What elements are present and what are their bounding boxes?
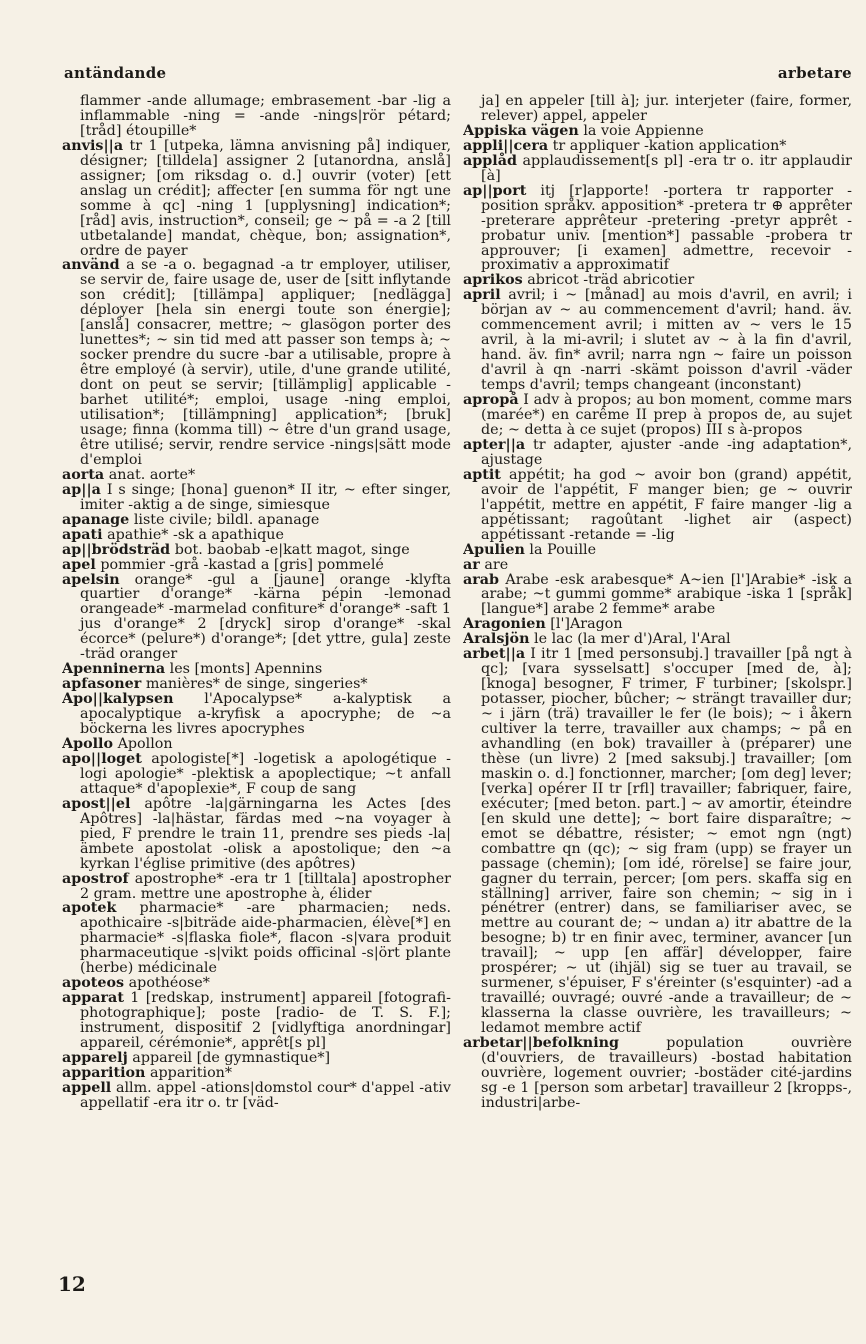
entry-definition: Apollon: [113, 735, 173, 752]
dictionary-entry: [463, 124, 852, 139]
dictionary-entry: [62, 976, 451, 991]
entry-definition: apologiste[*] -logetisk a apologétique -logi apologie* -plektisk a apoplectique; ~t anfall attaque* d'apoplexie*, F coup de sang: [80, 750, 451, 797]
entry-headword: Apollo: [62, 735, 114, 752]
entry-headword: Appiska vägen: [463, 122, 579, 139]
entry-definition: la Pouille: [524, 541, 597, 558]
entry-definition: apparition*: [145, 1064, 233, 1081]
entry-definition: flammer -ande allumage; embrasement -bar -lig a inflammable -ning = -ande -nings|rör pétard; [tråd] étoupille*: [80, 94, 451, 139]
entry-headword: arbet||a: [463, 646, 526, 663]
entry-headword: april: [463, 287, 501, 304]
entry-definition: l'Apocalypse* a-kalyptisk a apocalyptique a-kryfisk a apocryphe; de ~a böckerna les livres apocryphes: [80, 691, 451, 738]
dictionary-entry: [62, 677, 451, 692]
entry-definition: la voie Appienne: [578, 122, 704, 139]
entry-headword: Apulien: [463, 541, 525, 558]
entry-definition: I itr 1 [med personsubj.] travailler [på ngt à qc]; [vara sysselsatt] s'occuper [med de, à]; [knoga] besogner, F trimer, F turbiner; [skolspr.] potasser, piocher, bûcher; ~ strängt travailler dur; ~ i järn (trä) travailler le fer (le bois); ~ i åkern cultiver la terre, travailler aux champs; ~ på en avhandling (en bok) travailler à (préparer) une thèse (un livre) 2 [med saksubj.] travailler; [om maskin o. d.] fonctionner, marcher; [om deg] lever; [verka] opérer II tr [rfl] travailler; fabriquer, faire, exécuter; [med beton. part.] ~ av amortir, éteindre [en skuld une dette]; ~ bort faire disparaître; ~ emot se débattre, résister; ~ emot ngn (ngt) combattre qn (qc); ~ sig fram (upp) se frayer un passage (chemin); [om idé, rörelse] se faire jour, gagner du terrain, percer; [om pers. skaffa sig en ställning] arriver, faire son chemin; ~ sig in i pénétrer (entrer) dans, se familiariser avec, se mettre au courant de; ~ undan a) itr abattre de la besogne; b) tr en finir avec, terminer, avancer [un travail]; ~ upp [en affär] développer, faire prospérer; ~ ut (ihjäl) sig se tuer au travail, se surmener, s'épuiser, F s'éreinter (s'esquinter) -ad a travaillé; ouvragé; ouvré -ande a travailleur; de ~ klasserna la classe ouvrière, les travailleurs; ~ ledamot membre actif: [481, 646, 852, 1037]
entry-headword: ap||port: [463, 182, 527, 199]
entry-definition: pommier -grå -kastad a [gris] pommelé: [95, 556, 384, 573]
dictionary-entry: [463, 647, 852, 1036]
entry-headword: apo||loget: [62, 750, 142, 767]
dictionary-entry: [463, 543, 852, 558]
page-number: 12: [58, 1272, 86, 1296]
dictionary-entry: [62, 692, 451, 737]
entry-headword: apparition: [62, 1064, 146, 1081]
dictionary-entry: [62, 483, 451, 513]
entry-headword: apost||el: [62, 795, 131, 812]
entry-definition: pharmacie* -are pharmacien; neds. apothicaire -s|biträde aide-pharmacien, élève[*] en pharmacie* -s|flaska fiole*, flacon -s|vara produit pharmaceutique -s|vikt poids officinal -s|ört plante (herbe) médicinale: [80, 900, 451, 977]
dictionary-entry: [463, 94, 852, 124]
entry-definition: appétit; ha god ~ avoir bon (grand) appétit, avoir de l'appétit, F manger bien; ge ~ ouvrir l'appétit, mettre en appétit, F faire manger -lig a appétissant; ragoûtant -lighet air (aspect) appétissant -retande = -lig: [481, 466, 852, 543]
dictionary-entry: [62, 872, 451, 902]
dictionary-entry: [62, 901, 451, 976]
entry-headword: appell: [62, 1079, 112, 1096]
dictionary-entry: [463, 393, 852, 438]
entry-headword: apanage: [62, 511, 130, 528]
entry-definition: apathie* -sk a apathique: [102, 526, 284, 543]
dictionary-entry: [62, 513, 451, 528]
dictionary-entry: [463, 1036, 852, 1111]
entry-headword: apati: [62, 526, 103, 543]
entry-definition: I adv à propos; au bon moment, comme mars (marée*) en carême II prep à propos de, au sujet de; ~ detta à ce sujet (propos) III s à-propos: [481, 392, 852, 438]
entry-definition: avril; i ~ [månad] au mois d'avril, en avril; i början av ~ au commencement d'avril; hand. äv. commencement avril; i mitten av ~ vers le 15 avril, à la mi-avril; i slutet av ~ à la fin d'avril, hand. äv. fin* avril; narra ngn ~ faire un poisson d'avril à qn -narri -skämt poisson d'avril -väder temps d'avril; temps changeant (inconstant): [481, 287, 852, 394]
entry-headword: appli||cera: [463, 137, 549, 154]
entry-definition: anat. aorte*: [104, 466, 196, 483]
entry-columns: [62, 94, 852, 1274]
entry-definition: allm. appel -ations|domstol cour* d'appel -ativ appellatif -era itr o. tr [väd-: [80, 1079, 451, 1111]
dictionary-entry: [62, 94, 451, 139]
entry-definition: orange* -gul a [jaune] orange -klyfta quartier d'orange* -kärna pépin -lemonad orangeade* -marmelad confiture* d'orange* -saft 1 jus d'orange* 2 [dryck] sirop d'orange* -skal écorce* (pelure*) d'orange*; [det yttre, gula] zeste -träd oranger: [80, 571, 451, 663]
dictionary-entry: [62, 662, 451, 677]
entry-headword: Apenninerna: [62, 661, 166, 678]
entry-headword: ap||a: [62, 481, 101, 498]
entry-definition: [l']Aragon: [545, 616, 623, 633]
entry-headword: apelsin: [62, 571, 120, 588]
entry-headword: arbetar||befolkning: [463, 1035, 620, 1052]
entry-definition: le lac (la mer d')Aral, l'Aral: [529, 631, 731, 648]
entry-headword: applåd: [463, 152, 517, 169]
entry-definition: bot. baobab -e|katt magot, singe: [170, 541, 410, 558]
entry-headword: apotek: [62, 900, 117, 917]
dictionary-entry: [62, 573, 451, 663]
entry-definition: ja] en appeler [till à]; jur. interjeter (faire, former, relever) appel, appeler: [481, 94, 852, 124]
dictionary-entry: [62, 1051, 451, 1066]
entry-definition: apothéose*: [124, 975, 210, 992]
entry-definition: les [monts] Apennins: [165, 661, 323, 678]
entry-headword: aptit: [463, 466, 501, 483]
entry-definition: 1 [redskap, instrument] appareil [fotografi- photographique]; poste [radio- de T. S. F.]; instrument, dispositif 2 [vidlyftiga anordningar] appareil, cérémonie*, apprêt[s pl]: [80, 990, 451, 1052]
dictionary-entry: [62, 543, 451, 558]
right-column: [463, 94, 852, 1274]
entry-definition: population ouvrière (d'ouvriers, de travailleurs) -bostad habitation ouvrière, logement ouvrier; -bostäder cité-jardins sg -e 1 [person som arbetar] travailleur 2 [kropps-, industri|arbe-: [481, 1035, 852, 1111]
entry-headword: använd: [62, 257, 120, 274]
entry-definition: manières* de singe, singeries*: [141, 676, 368, 693]
entry-headword: apfasoner: [62, 676, 142, 693]
entry-headword: apparat: [62, 990, 124, 1007]
dictionary-entry: [463, 558, 852, 573]
entry-headword: Aragonien: [463, 616, 546, 633]
entry-headword: ar: [463, 556, 480, 573]
dictionary-entry: [463, 154, 852, 184]
entry-headword: aorta: [62, 466, 105, 483]
dictionary-entry: [463, 468, 852, 543]
entry-definition: abricot -träd abricotier: [522, 272, 695, 289]
entry-definition: applaudissement[s pl] -era tr o. itr applaudir [à]: [481, 152, 852, 184]
entry-headword: apparelj: [62, 1050, 128, 1066]
entry-headword: apel: [62, 556, 96, 573]
dictionary-entry: [62, 737, 451, 752]
entry-definition: I s singe; [hona] guenon* II itr, ~ efter singer, imiter -aktig a de singe, simiesque: [80, 481, 451, 513]
dictionary-entry: [62, 558, 451, 573]
entry-headword: apostrof: [62, 870, 129, 887]
entry-headword: Aralsjön: [463, 631, 530, 648]
dictionary-entry: [62, 258, 451, 467]
dictionary-entry: [463, 617, 852, 632]
entry-definition: apôtre -la|gärningarna les Actes [des Apôtres] -la|hästar, färdas med ~na voyager à pied, F prendre le train 11, prendre ses pieds -la|ämbete apostolat -olisk a apostolique; den ~a kyrkan l'église primitive (des apôtres): [80, 795, 451, 872]
dictionary-entry: [62, 468, 451, 483]
running-head-right: arbetare: [777, 64, 852, 82]
entry-headword: apoteos: [62, 975, 125, 992]
dictionary-entry: [463, 184, 852, 274]
dictionary-entry: [62, 1081, 451, 1111]
dictionary-entry: [62, 139, 451, 259]
dictionary-entry: [62, 991, 451, 1051]
entry-definition: apostrophe* -era tr 1 [tilltala] apostropher 2 gram. mettre une apostrophe à, élider: [80, 870, 451, 902]
dictionary-entry: [62, 1066, 451, 1081]
entry-definition: Arabe -esk arabesque* A~ien [l']Arabie* -isk a arabe; ~t gummi gomme* arabique -iska 1 [språk] [langue*] arabe 2 femme* arabe: [481, 571, 852, 618]
entry-headword: apter||a: [463, 436, 526, 453]
entry-headword: arab: [463, 571, 500, 588]
dictionary-entry: [62, 752, 451, 797]
entry-headword: apropå: [463, 392, 519, 409]
left-column: [62, 94, 451, 1274]
entry-definition: tr adapter, ajuster -ande -ing adaptation*, ajustage: [481, 436, 852, 468]
dictionary-entry: [463, 438, 852, 468]
entry-headword: aprikos: [463, 272, 523, 289]
dictionary-entry: [463, 573, 852, 618]
entry-definition: tr 1 [utpeka, lämna anvisning på] indiquer, désigner; [tilldela] assigner 2 [utanordna, anslå] assigner; [om riksdag o. d.] ouvrir (voter) [ett anslag un crédit]; affecter [en summa för ngt une somme à qc] -ning 1 [upplysning] indication*; [råd] avis, instruction*, conseil; ge ~ på = -a 2 [till utbetalande] mandat, chèque, bon; assignation*, ordre de payer: [80, 137, 451, 259]
entry-definition: are: [479, 556, 509, 573]
running-head-left: antändande: [64, 64, 167, 82]
dictionary-entry: [62, 797, 451, 872]
entry-definition: appareil [de gymnastique*]: [127, 1050, 331, 1066]
dictionary-entry: [62, 528, 451, 543]
dictionary-entry: [463, 139, 852, 154]
entry-definition: itj [r]apporte! -portera tr rapporter -position språkv. apposition* -pretera tr ⊕ apprêter -preterare apprêteur -pretering -pretyr apprêt -probatur univ. [mention*] passable -probera tr approuver; [i examen] admettre, recevoir -proximativ a approximatif: [481, 182, 852, 274]
entry-headword: Apo||kalypsen: [62, 691, 174, 708]
entry-definition: a se -a o. begagnad -a tr employer, utiliser, se servir de, faire usage de, user de [sitt inflytande son crédit]; [tillämpa] appliquer; [nedlägga] déployer [hela sin energi toute son énergie]; [anslå] consacrer, mettre; ~ glasögon porter des lunettes*; ~ sin tid med att passer son temps à; ~ socker prendre du sucre -bar a utilisable, propre à être employé (à servir), utile, d'une grande utilité, dont on peut se servir; [tillämplig] applicable -barhet utilité*; emploi, usage -ning emploi, utilisation*; [tillämpning] application*; [bruk] usage; finna (komma till) ~ être d'un grand usage, être utilisé; servir, rendre service -nings|sätt mode d'emploi: [80, 257, 451, 468]
entry-headword: ap||brödsträd: [62, 541, 171, 558]
entry-headword: anvis||a: [62, 137, 124, 154]
entry-definition: tr appliquer -kation application*: [548, 137, 787, 154]
dictionary-entry: [463, 288, 852, 393]
entry-definition: liste civile; bildl. apanage: [129, 511, 320, 528]
